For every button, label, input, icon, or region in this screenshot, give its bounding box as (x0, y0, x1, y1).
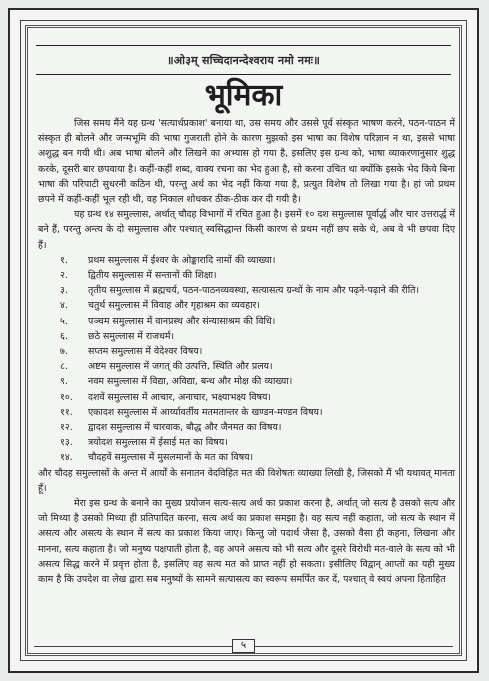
list-item-number: ११. (60, 406, 73, 418)
list-item-number: ९. (60, 376, 68, 388)
list-item (60, 298, 455, 313)
list-item (60, 268, 455, 283)
invocation-header: ॥ओ३म् सच्चिदानन्देश्वराय नमो नमः॥ (36, 45, 451, 75)
list-item-number: ५. (60, 315, 68, 327)
list-item-number: ६. (60, 330, 68, 342)
list-item-number: ७. (60, 346, 68, 358)
list-item-text: अष्टम समुल्लास में जगत् की उत्पत्ति, स्थिति और प्रलय। (88, 361, 273, 373)
list-item (60, 390, 455, 405)
list-item-text: द्वादश समुल्लास में चारवाक, बौद्ध और जैनमत का विषय। (88, 422, 282, 434)
body-text (38, 116, 455, 631)
list-item (60, 253, 455, 268)
paragraph-2: यह ग्रन्थ १४ समुल्लास, अर्थात् चौदह विभागों में रचित हुआ है। इसमें १० दश समुल्लास पूर्वार्द्ध और चार उत्तरार्द्ध में बने हैं, परन्तु अन्त्य के दो समुल्लास और पश्चात् स्वसिद्धान्त किसी कारण से प्रथम नहीं छप सके थे, अब वे भी छपवा दिए हैं। (38, 209, 455, 251)
list-item (60, 359, 455, 374)
list-item-text: नवम समुल्लास में विद्या, अविद्या, बन्ध और मोक्ष की व्याख्या। (88, 376, 293, 388)
paragraph-1: जिस समय मैंने यह ग्रन्थ 'सत्यार्थप्रकाश' बनाया था, उस समय और उससे पूर्व संस्कृत भाषण करने, पठन-पाठन में संस्कृत ही बोलने और जन्मभूमि की भाषा गुजराती होने के कारण मुझको इस भाषा का विशेष परिज्ञान न था, इससे भाषा अशुद्ध बन गयी थी। अब भाषा बोलने और लिखने का अभ्यास हो गया है, इसलिए इस ग्रन्थ को, भाषा व्याकरणानुसार शुद्ध करके, दूसरी बार छपवाया है। कहीं-कहीं शब्द, वाक्य रचना का भेद हुआ है, सो करना उचित था क्योंकि इसके भेद किये बिना भाषा की परिपाटी सुधरनी कठिन थी, परन्तु अर्थ का भेद नहीं किया गया है, प्रत्युत विशेष तो लिखा गया है। हां जो प्रथम छपने में कहीं-कहीं भूल रही थी, वह निकाल शोधकर ठीक-ठीक कर दी गयी है। (38, 118, 455, 206)
list-item-number: ८. (60, 361, 68, 373)
list-item-text: छठे समुल्लास में राजधर्म। (88, 330, 175, 342)
list-item-text: पञ्चम समुल्लास में वानप्रस्थ और संन्यासाश्रम की विधि। (88, 315, 276, 327)
list-item (60, 283, 455, 298)
list-item-text: चतुर्थ समुल्लास में विवाह और गृहाश्रम का व्यवहार। (88, 300, 260, 312)
list-item (60, 314, 455, 329)
list-item-number: २. (60, 270, 68, 282)
list-item-text: चौदहवें समुल्लास में मुसलमानों के मत का विषय। (88, 452, 254, 464)
list-item-number: ३. (60, 285, 68, 297)
list-item-number: १०. (60, 391, 73, 403)
list-item (60, 435, 455, 450)
list-item (60, 450, 455, 465)
closing-paragraph-1: और चौदह समुल्लासों के अन्त में आर्यों के सनातन वेदविहित मत की विशेषतः व्याख्या लिखी है, जिसको मैं भी यथावत् मानता हूँ। (38, 467, 455, 494)
list-item-number: १२. (60, 422, 73, 434)
list-item (60, 374, 455, 389)
list-item-text: त्रयोदश समुल्लास में ईसाई मत का विषय। (88, 437, 228, 449)
page-number: ५ (232, 639, 255, 653)
chapter-list (38, 253, 455, 466)
list-item-number: १४. (60, 452, 73, 464)
list-item-number: १३. (60, 437, 73, 449)
list-item-text: एकादश समुल्लास में आर्य्यावर्तीय मतमतान्तर के खण्डन-मण्डन विषय। (88, 406, 323, 418)
page-title: भूमिका (204, 78, 283, 113)
list-item-text: तृतीय समुल्लास में ब्रह्मचर्य, पठन-पाठनव्यवस्था, सत्यासत्य ग्रन्थों के नाम और पढ़ने-पढ़ाने की रीति। (88, 285, 420, 297)
list-item (60, 344, 455, 359)
list-item-text: प्रथम समुल्लास में ईश्वर के ओङ्कारादि नामों की व्याख्या। (88, 254, 276, 266)
page-footer (10, 639, 477, 653)
list-item (60, 329, 455, 344)
list-item-number: १. (60, 254, 68, 266)
list-item-text: द्वितीय समुल्लास में सन्तानों की शिक्षा। (88, 270, 217, 282)
list-item (60, 420, 455, 435)
list-item (60, 405, 455, 420)
list-item-text: दशवें समुल्लास में आचार, अनाचार, भक्ष्याभक्ष्य विषय। (88, 391, 271, 403)
closing-paragraph-2: मेरा इस ग्रन्थ के बनाने का मुख्य प्रयोजन सत्य-सत्य अर्थ का प्रकाश करना है, अर्थात् जो सत्य है उसको सत्य और जो मिथ्या है उसको मिथ्या ही प्रतिपादित करना, सत्य अर्थ का प्रकाश समझा है। वह सत्य नहीं कहाता, जो सत्य के स्थान में असत्य और असत्य के स्थान में सत्य का प्रकाश किया जाए। किन्तु जो पदार्थ जैसा है, उसको वैसा ही कहना, लिखना और मानना, सत्य कहाता है। जो मनुष्य पक्षपाती होता है, वह अपने असत्य को भी सत्य और दूसरे विरोधी मत-वाले के सत्य को भी असत्य सिद्ध करने में प्रवृत्त होता है, इसलिए वह सत्य मत को प्राप्त नहीं हो सकता। इसीलिए विद्वान् आप्तों का यही मुख्य काम है कि उपदेश वा लेख द्वारा सब मनुष्यों के सामने सत्यासत्य का स्वरूप समर्पित कर दें, पश्चात् वे स्वयं अपना हिताहित (38, 498, 455, 586)
page (8, 8, 479, 673)
list-item-number: ४. (60, 300, 68, 312)
list-item-text: सप्तम समुल्लास में वेदेश्वर विषय। (88, 346, 203, 358)
